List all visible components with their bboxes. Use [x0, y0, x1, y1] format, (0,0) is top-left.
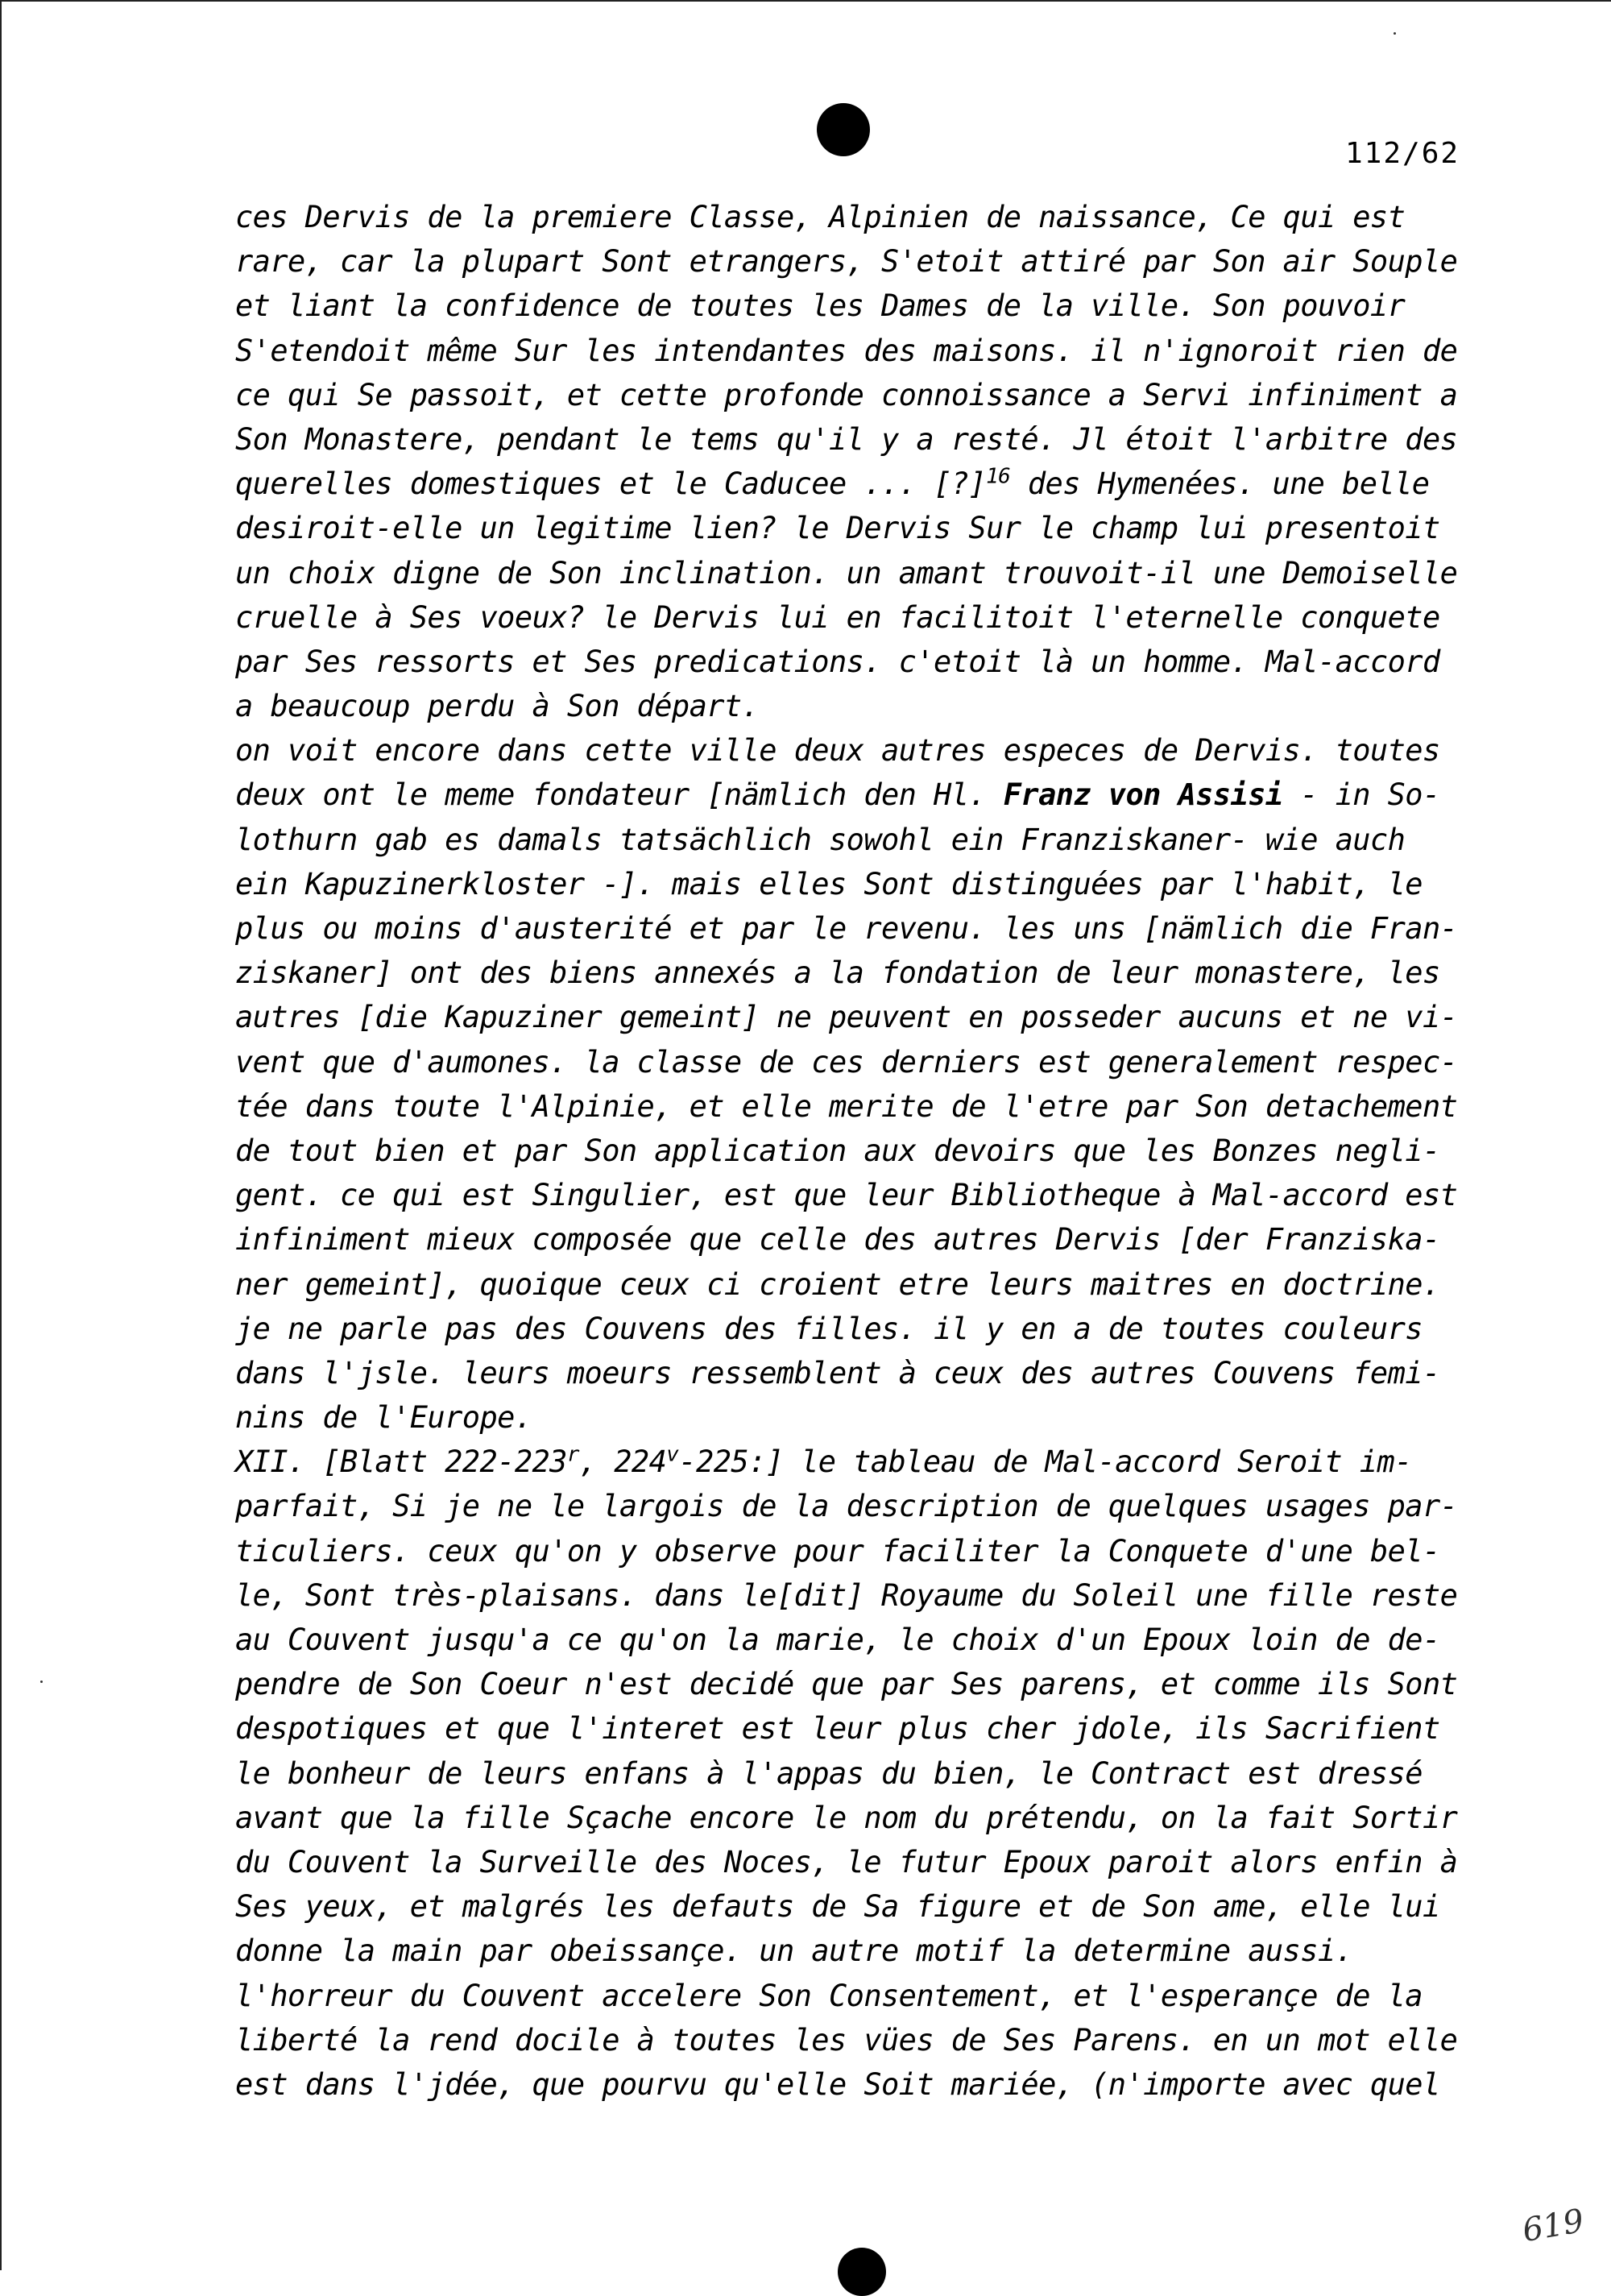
text-segment: lothurn gab es damals tatsächlich sowohl ein Franziskaner- wie auch	[235, 822, 1406, 857]
text-segment: un choix digne de Son inclination. un amant trouvoit-il une Demoiselle	[235, 555, 1458, 591]
text-segment: on voit encore dans cette ville deux autres especes de Dervis. toutes	[235, 733, 1440, 769]
text-line	[235, 1751, 1492, 1796]
text-segment: ces Dervis de la premiere Classe, Alpinien de naissance, Ce qui est	[235, 200, 1406, 234]
text-line	[235, 195, 1492, 239]
text-line	[235, 1529, 1492, 1573]
text-segment: le, Sont très-plaisans. dans le[dit] Royaume du Soleil une fille reste	[235, 1577, 1458, 1613]
bold-name: Franz von Assisi	[1003, 777, 1283, 813]
text-segment: pendre de Son Coeur n'est decidé que par Ses parens, et comme ils Sont	[235, 1667, 1458, 1702]
text-segment: querelles domestiques et le Caducee ... [?]	[235, 466, 987, 502]
text-segment: vent que d'aumones. la classe de ces derniers est generalement respec-	[235, 1044, 1458, 1080]
text-segment: l'horreur du Couvent accelere Son Consentement, et l'esperançe de la	[235, 1978, 1423, 2013]
text-line	[235, 1662, 1492, 1706]
text-line	[235, 1929, 1492, 1973]
text-segment: parfait, Si je ne le largois de la description de quelques usages par-	[235, 1489, 1458, 1524]
text-line	[235, 1173, 1492, 1217]
text-line	[235, 329, 1492, 373]
text-segment: ein Kapuzinerkloster -]. mais elles Sont distinguées par l'habit, le	[235, 866, 1423, 901]
punch-hole-top	[817, 103, 870, 156]
text-line	[235, 2018, 1492, 2062]
text-segment: de tout bien et par Son application aux devoirs que les Bonzes negli-	[235, 1133, 1440, 1168]
text-line	[235, 417, 1492, 462]
text-line	[235, 1484, 1492, 1528]
text-line	[235, 284, 1492, 328]
text-segment: au Couvent jusqu'a ce qu'on la marie, le choix d'un Epoux loin de de-	[235, 1623, 1440, 1657]
text-segment: infiniment mieux composée que celle des autres Dervis [der Franziska-	[235, 1222, 1440, 1258]
text-line	[235, 1440, 1492, 1484]
text-segment: donne la main par obeissançe. un autre motif la determine aussi.	[235, 1933, 1353, 1969]
body-text	[235, 195, 1492, 2107]
text-segment: ziskaner] ont des biens annexés a la fondation de leur monastere, les	[235, 955, 1440, 991]
text-line	[235, 951, 1492, 995]
text-segment: gent. ce qui est Singulier, est que leur Bibliotheque à Mal-accord est	[235, 1178, 1458, 1213]
text-segment: deux ont le meme fondateur [nämlich den Hl.	[235, 777, 1004, 813]
text-line	[235, 1084, 1492, 1129]
text-segment: par Ses ressorts et Ses predications. c'etoit là un homme. Mal-accord	[235, 644, 1440, 679]
text-line	[235, 684, 1492, 728]
page-number: 112/62	[1345, 137, 1460, 170]
scan-speck	[40, 1681, 43, 1683]
text-line	[235, 506, 1492, 550]
text-line	[235, 1974, 1492, 2018]
text-segment: et liant la confidence de toutes les Dames de la ville. Son pouvoir	[235, 288, 1406, 324]
text-segment: liberté la rend docile à toutes les vües de Ses Parens. en un mot elle	[235, 2022, 1458, 2058]
text-segment: le bonheur de leurs enfans à l'appas du bien, le Contract est dressé	[235, 1755, 1423, 1791]
text-segment: dans l'jsle. leurs moeurs ressemblent à ceux des autres Couvens femi-	[235, 1355, 1440, 1390]
text-segment: je ne parle pas des Couvens des filles. il y en a de toutes couleurs	[235, 1311, 1423, 1346]
text-line	[235, 239, 1492, 284]
text-line	[235, 1217, 1492, 1262]
text-line	[235, 1884, 1492, 1929]
text-line	[235, 1351, 1492, 1395]
text-line	[235, 1618, 1492, 1662]
superscript: r	[566, 1442, 579, 1467]
text-segment: avant que la fille Sçache encore le nom du prétendu, on la fait Sortir	[235, 1800, 1458, 1835]
text-line	[235, 1573, 1492, 1618]
text-segment: Ses yeux, et malgrés les defauts de Sa figure et de Son ame, elle lui	[235, 1889, 1440, 1925]
text-line	[235, 906, 1492, 951]
text-segment: cruelle à Ses voeux? le Dervis lui en facilitoit l'eternelle conquete	[235, 599, 1440, 635]
text-segment: ce qui Se passoit, et cette profonde connoissance a Servi infiniment a	[235, 377, 1458, 412]
text-segment: autres [die Kapuziner gemeint] ne peuvent en posseder aucuns et ne vi-	[235, 1000, 1458, 1035]
text-line	[235, 818, 1492, 862]
text-segment: nins de l'Europe.	[235, 1400, 532, 1436]
pencil-folio-note: 619	[1519, 2202, 1587, 2250]
text-segment: despotiques et que l'interet est leur plus cher jdole, ils Sacrifient	[235, 1711, 1440, 1747]
scan-speck	[1394, 32, 1396, 35]
text-segment: S'etendoit même Sur les intendantes des maisons. il n'ignoroit rien de	[235, 333, 1458, 368]
text-line	[235, 373, 1492, 417]
text-segment: ner gemeint], quoique ceux ci croient etre leurs maitres en doctrine.	[235, 1266, 1440, 1302]
text-line	[235, 1796, 1492, 1840]
text-segment: -225:] le tableau de Mal-accord Seroit im-	[678, 1444, 1412, 1480]
text-segment: , 224	[578, 1444, 667, 1480]
superscript: 16	[986, 464, 1011, 489]
text-line	[235, 595, 1492, 640]
text-segment: XII. [Blatt 222-223	[235, 1444, 567, 1480]
text-line	[235, 1706, 1492, 1751]
punch-hole-bottom	[838, 2248, 886, 2296]
text-segment: desiroit-elle un legitime lien? le Dervis Sur le champ lui presentoit	[235, 511, 1440, 546]
text-line	[235, 1840, 1492, 1884]
text-line	[235, 1262, 1492, 1307]
text-line	[235, 1040, 1492, 1084]
text-line	[235, 862, 1492, 906]
text-line	[235, 640, 1492, 684]
text-line	[235, 1129, 1492, 1173]
text-segment: des Hymenées. une belle	[1010, 466, 1430, 502]
text-segment: a beaucoup perdu à Son départ.	[235, 689, 760, 724]
text-line	[235, 2062, 1492, 2107]
text-line	[235, 462, 1492, 506]
text-segment: rare, car la plupart Sont etrangers, S'etoit attiré par Son air Souple	[235, 244, 1458, 280]
text-line	[235, 773, 1492, 817]
text-segment: Son Monastere, pendant le tems qu'il y a resté. Jl étoit l'arbitre des	[235, 421, 1458, 457]
text-segment: est dans l'jdée, que pourvu qu'elle Soit mariée, (n'importe avec quel	[235, 2066, 1440, 2102]
text-segment: tée dans toute l'Alpinie, et elle merite de l'etre par Son detachement	[235, 1088, 1458, 1124]
text-line	[235, 1307, 1492, 1351]
text-segment: plus ou moins d'austerité et par le revenu. les uns [nämlich die Fran-	[235, 911, 1458, 946]
superscript: v	[666, 1442, 679, 1467]
text-segment: ticuliers. ceux qu'on y observe pour faciliter la Conquete d'une bel-	[235, 1533, 1440, 1569]
text-line	[235, 551, 1492, 595]
text-segment: - in So-	[1282, 777, 1440, 813]
text-line	[235, 995, 1492, 1039]
text-line	[235, 728, 1492, 773]
text-segment: du Couvent la Surveille des Noces, le futur Epoux paroit alors enfin à	[235, 1844, 1458, 1879]
text-line	[235, 1395, 1492, 1440]
